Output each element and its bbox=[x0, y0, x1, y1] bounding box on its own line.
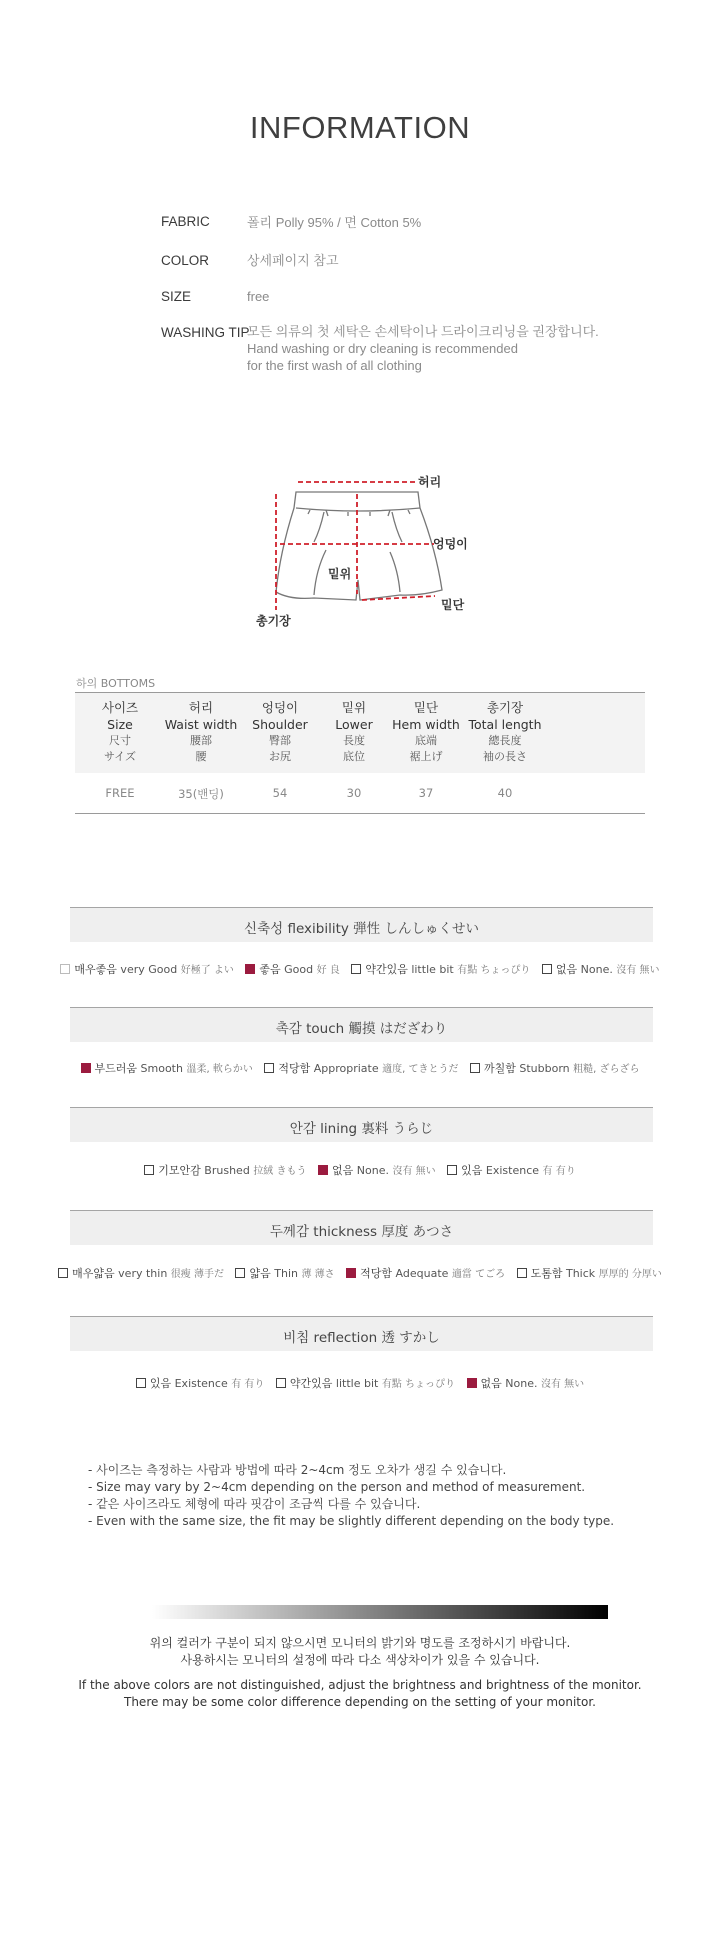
options-lining bbox=[0, 1162, 720, 1178]
checkbox-checked-icon bbox=[245, 964, 255, 974]
option-jp: 有 有り bbox=[231, 1379, 265, 1390]
note-line: - Size may vary by 2~4cm depending on the person and method of measurement. bbox=[88, 1480, 586, 1494]
option-stubborn bbox=[470, 1060, 640, 1076]
option-en: little bit bbox=[407, 963, 458, 976]
option-jp: 沒有 無い bbox=[616, 965, 660, 976]
size-value: free bbox=[247, 289, 270, 304]
washing-tip-line: 모든 의류의 첫 세탁은 손세탁이나 드라이크리닝을 권장합니다. bbox=[247, 324, 599, 339]
option-jp: 好極了 よい bbox=[180, 965, 234, 976]
options-touch bbox=[0, 1060, 720, 1076]
option-very-thin bbox=[58, 1265, 224, 1281]
option-jp: 薄 薄さ bbox=[301, 1269, 335, 1280]
col-ko: 밑단 bbox=[413, 700, 439, 715]
option-en: None. bbox=[353, 1164, 393, 1177]
color-value: 상세페이지 참고 bbox=[247, 253, 339, 268]
col-en: Lower bbox=[335, 717, 373, 732]
washing-tip-line: Hand washing or dry cleaning is recommended bbox=[247, 341, 518, 356]
option-jp: 有 有り bbox=[542, 1166, 576, 1177]
option-ko: 부드러움 bbox=[94, 1062, 138, 1075]
option-jp: 有點 ちょっぴり bbox=[381, 1379, 456, 1390]
section-header-text: 신축성 flexibility 弾性 しんしゅくせい bbox=[244, 921, 479, 937]
diagram-label-waist: 허리 bbox=[418, 475, 442, 489]
option-jp: 厚厚的 分厚い bbox=[598, 1269, 662, 1280]
cell-size: FREE bbox=[105, 786, 135, 800]
cell-hem: 37 bbox=[418, 786, 434, 800]
option-adequate bbox=[346, 1265, 505, 1281]
checkbox-icon bbox=[517, 1268, 527, 1278]
option-ko: 매우좋음 bbox=[74, 963, 117, 976]
size-table-row bbox=[75, 773, 645, 813]
option-jp: 溫柔, 軟らかい bbox=[186, 1064, 253, 1075]
note-line: - Even with the same size, the fit may be slightly different depending on the body type. bbox=[88, 1514, 615, 1528]
option-ko: 있음 bbox=[461, 1164, 483, 1177]
washing-tip-value bbox=[247, 323, 599, 374]
section-header-thickness bbox=[70, 1210, 653, 1245]
option-ko: 좋음 bbox=[259, 963, 281, 976]
option-little-bit bbox=[351, 961, 530, 977]
notice-line: 위의 컬러가 구분이 되지 않으시면 모니터의 밝기와 명도를 조정하시기 바랍니다. bbox=[149, 1636, 571, 1650]
col-ja: 底位 bbox=[343, 750, 365, 763]
col-ja: お尻 bbox=[269, 750, 291, 763]
notice-line: There may be some color difference depending on the setting of your monitor. bbox=[124, 1695, 596, 1709]
fabric-value: 폴리 Polly 95% / 면 Cotton 5% bbox=[247, 215, 422, 230]
washing-tip-label: WASHING TIP bbox=[161, 325, 250, 340]
section-header-text: 두께감 thickness 厚度 あつさ bbox=[269, 1224, 454, 1240]
option-appropriate bbox=[264, 1060, 458, 1076]
option-ko: 적당함 bbox=[278, 1062, 311, 1075]
option-ko: 있음 bbox=[149, 1377, 172, 1390]
section-header-text: 비침 reflection 透 すかし bbox=[283, 1330, 440, 1346]
fabric-label: FABRIC bbox=[161, 214, 210, 229]
monitor-notice-ko bbox=[0, 1635, 720, 1669]
col-en: Hem width bbox=[392, 717, 460, 732]
checkbox-icon bbox=[264, 1063, 274, 1073]
checkbox-icon bbox=[235, 1268, 245, 1278]
notice-line: 사용하시는 모니터의 설정에 따라 다소 색상차이가 있을 수 있습니다. bbox=[180, 1653, 540, 1667]
option-en: Existence bbox=[482, 1164, 543, 1177]
col-ja: サイズ bbox=[103, 750, 137, 763]
hem-col-header bbox=[381, 699, 471, 765]
option-jp: 拉絨 きもう bbox=[253, 1166, 307, 1177]
size-table bbox=[75, 692, 645, 814]
cell-length: 40 bbox=[497, 786, 513, 800]
section-header-flexibility bbox=[70, 907, 653, 942]
option-jp: 很瘦 薄手だ bbox=[170, 1269, 224, 1280]
note-line: - 같은 사이즈라도 체형에 따라 핏감이 조금씩 다를 수 있습니다. bbox=[88, 1497, 421, 1511]
option-ko: 없음 bbox=[555, 963, 578, 976]
option-jp: 沒有 無い bbox=[392, 1166, 436, 1177]
col-en: Waist width bbox=[164, 717, 238, 732]
grayscale-calibration-bar bbox=[152, 1605, 608, 1619]
option-en: Stubborn bbox=[515, 1062, 574, 1075]
checkbox-icon bbox=[60, 964, 70, 974]
option-smooth bbox=[81, 1060, 253, 1076]
checkbox-icon bbox=[542, 964, 552, 974]
col-zh: 尺寸 bbox=[109, 734, 131, 747]
col-ko: 허리 bbox=[188, 700, 214, 715]
section-header-text: 안감 lining 裏料 うらじ bbox=[289, 1121, 434, 1137]
col-zh: 臀部 bbox=[269, 734, 291, 747]
option-very-good bbox=[60, 961, 233, 977]
option-ko: 없음 bbox=[332, 1164, 354, 1177]
option-en: Brushed bbox=[200, 1164, 254, 1177]
option-en: very Good bbox=[116, 963, 181, 976]
option-none bbox=[467, 1375, 585, 1391]
option-en: None. bbox=[577, 963, 617, 976]
option-none bbox=[542, 961, 660, 977]
option-ko: 적당함 bbox=[360, 1267, 393, 1280]
option-good bbox=[245, 961, 339, 977]
diagram-label-hem: 밑단 bbox=[441, 598, 465, 612]
option-none bbox=[318, 1162, 436, 1178]
option-en: Thin bbox=[270, 1267, 302, 1280]
col-ja: 腰 bbox=[195, 750, 207, 763]
option-existence bbox=[136, 1375, 265, 1391]
monitor-notice-en bbox=[0, 1677, 720, 1711]
waist-col-header bbox=[156, 699, 246, 765]
option-en: Adequate bbox=[392, 1267, 452, 1280]
option-ko: 도톰함 bbox=[530, 1267, 563, 1280]
col-ja: 裾上げ bbox=[409, 750, 443, 763]
checkbox-icon bbox=[276, 1378, 286, 1388]
option-ko: 약간있음 bbox=[365, 963, 408, 976]
options-flexibility bbox=[0, 961, 720, 977]
options-reflection bbox=[0, 1375, 720, 1391]
size-col-header bbox=[75, 699, 165, 765]
option-thin bbox=[235, 1265, 334, 1281]
cell-rise: 30 bbox=[346, 786, 362, 800]
note-line: - 사이즈는 측정하는 사람과 방법에 따라 2~4cm 정도 오차가 생길 수 있습니다. bbox=[88, 1463, 507, 1477]
checkbox-icon bbox=[144, 1165, 154, 1175]
option-ko: 약간있음 bbox=[289, 1377, 333, 1390]
option-en: very thin bbox=[114, 1267, 171, 1280]
col-en: Total length bbox=[468, 717, 542, 732]
col-en: Shoulder bbox=[252, 717, 308, 732]
option-jp: 有點 ちょっぴり bbox=[457, 965, 531, 976]
col-zh: 總長度 bbox=[488, 734, 522, 747]
option-brushed bbox=[144, 1162, 306, 1178]
col-ja: 袖の長さ bbox=[483, 750, 527, 763]
col-en: Size bbox=[107, 717, 133, 732]
page-title: INFORMATION bbox=[249, 110, 471, 145]
option-ko: 얇음 bbox=[249, 1267, 271, 1280]
color-label: COLOR bbox=[161, 253, 210, 268]
option-en: Smooth bbox=[137, 1062, 187, 1075]
col-zh: 長度 bbox=[343, 734, 365, 747]
option-en: little bit bbox=[332, 1377, 382, 1390]
option-jp: 沒有 無い bbox=[540, 1379, 585, 1390]
option-jp: 粗糙, ざらざら bbox=[573, 1064, 640, 1075]
option-ko: 매우얇음 bbox=[72, 1267, 115, 1280]
diagram-label-rise: 밑위 bbox=[328, 567, 352, 581]
col-ko: 밑위 bbox=[341, 700, 367, 715]
option-jp: 好 良 bbox=[316, 965, 340, 976]
checkbox-icon bbox=[470, 1063, 480, 1073]
length-col-header bbox=[460, 699, 550, 765]
section-header-lining bbox=[70, 1107, 653, 1142]
option-en: Appropriate bbox=[310, 1062, 383, 1075]
checkbox-icon bbox=[351, 964, 361, 974]
checkbox-checked-icon bbox=[346, 1268, 356, 1278]
section-header-text: 촉감 touch 觸摸 はだざわり bbox=[275, 1021, 448, 1037]
option-ko: 기모안감 bbox=[158, 1164, 201, 1177]
shorts-illustration bbox=[276, 492, 442, 600]
cell-hip: 54 bbox=[272, 786, 288, 800]
option-en: Thick bbox=[562, 1267, 599, 1280]
col-ko: 총기장 bbox=[486, 700, 524, 715]
option-en: Good bbox=[280, 963, 317, 976]
size-table-header bbox=[75, 693, 645, 773]
checkbox-icon bbox=[58, 1268, 68, 1278]
diagram-label-hip: 엉덩이 bbox=[433, 537, 468, 551]
checkbox-checked-icon bbox=[467, 1378, 477, 1388]
col-zh: 腰部 bbox=[190, 734, 212, 747]
option-jp: 適當 てごろ bbox=[451, 1269, 506, 1280]
option-en: None. bbox=[501, 1377, 541, 1390]
option-jp: 適度, てきとうだ bbox=[382, 1064, 459, 1075]
options-thickness bbox=[0, 1265, 720, 1281]
washing-tip-line: for the first wash of all clothing bbox=[247, 358, 422, 373]
option-ko: 까칠함 bbox=[483, 1062, 516, 1075]
cell-waist: 35(밴딩) bbox=[178, 787, 224, 801]
section-header-reflection bbox=[70, 1316, 653, 1351]
col-zh: 底端 bbox=[415, 734, 437, 747]
option-little-bit bbox=[276, 1375, 455, 1391]
diagram-label-length: 총기장 bbox=[256, 614, 291, 628]
notice-line: If the above colors are not distinguished, adjust the brightness and brightness of the monitor. bbox=[78, 1678, 642, 1692]
checkbox-checked-icon bbox=[81, 1063, 91, 1073]
size-notes bbox=[88, 1462, 614, 1530]
col-ko: 사이즈 bbox=[101, 700, 139, 715]
size-table-caption: 하의 BOTTOMS bbox=[76, 677, 156, 690]
option-ko: 없음 bbox=[480, 1377, 502, 1390]
col-ko: 엉덩이 bbox=[261, 700, 299, 715]
size-label: SIZE bbox=[161, 289, 192, 304]
section-header-touch bbox=[70, 1007, 653, 1042]
option-thick bbox=[517, 1265, 662, 1281]
option-existence bbox=[447, 1162, 576, 1178]
checkbox-checked-icon bbox=[318, 1165, 328, 1175]
option-en: Existence bbox=[171, 1377, 232, 1390]
checkbox-icon bbox=[136, 1378, 146, 1388]
checkbox-icon bbox=[447, 1165, 457, 1175]
